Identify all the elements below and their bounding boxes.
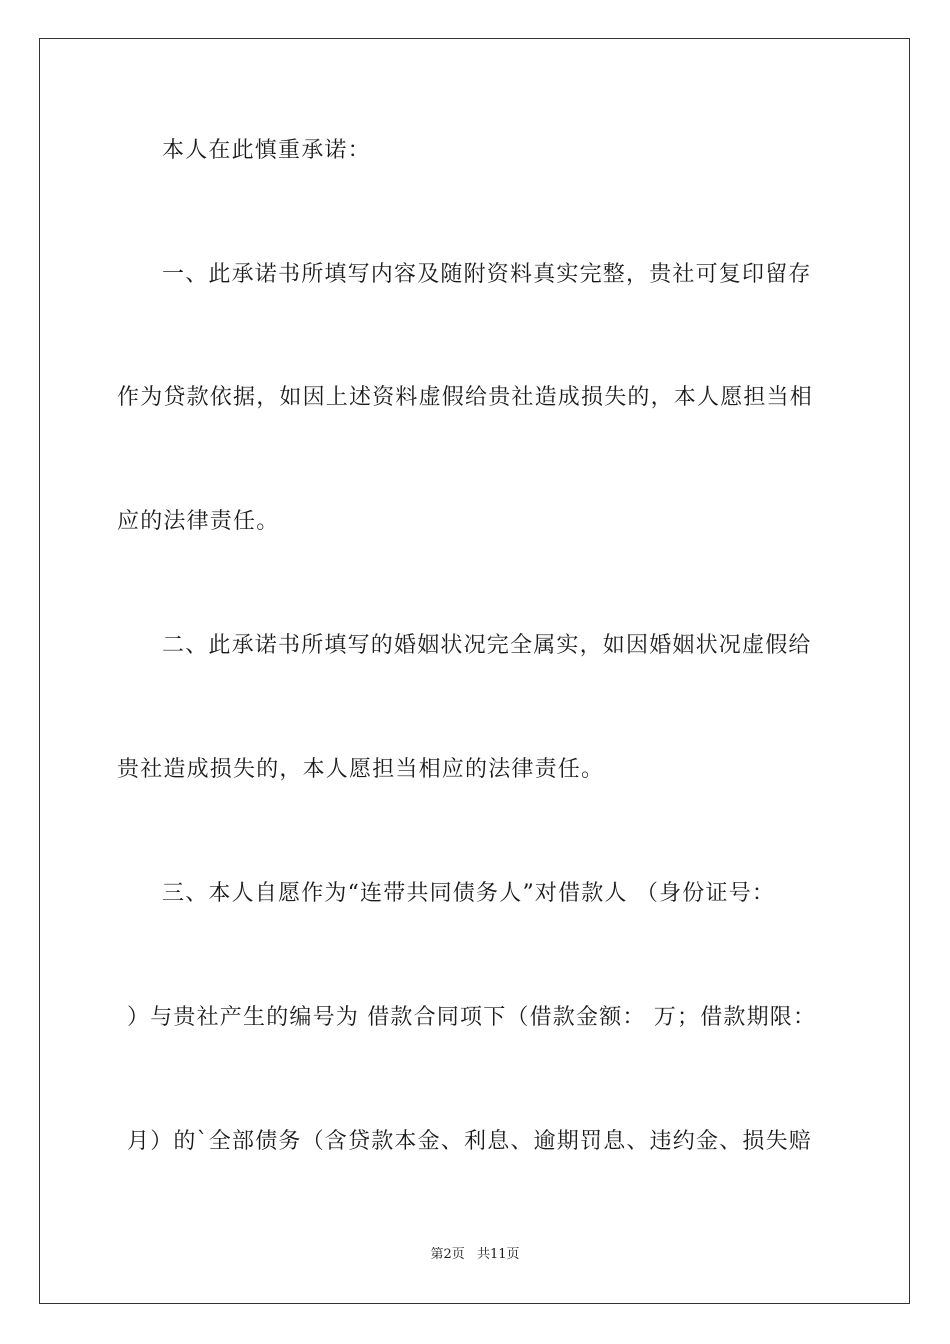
text-line: 一、此承诺书所填写内容及随附资料真实完整，贵社可复印留存 — [162, 262, 812, 287]
page-number: 第2页 — [430, 1247, 465, 1262]
page-border — [39, 38, 910, 1304]
text-line: 二、此承诺书所填写的婚姻状况完全属实，如因婚姻状况虚假给 — [162, 633, 812, 658]
text-line: 应的法律责任。 — [117, 509, 280, 534]
page-footer — [0, 1246, 950, 1264]
text-line: 贵社造成损失的，本人愿担当相应的法律责任。 — [117, 757, 605, 782]
page-total: 共11页 — [476, 1247, 520, 1262]
text-line: 本人在此慎重承诺： — [162, 138, 371, 163]
text-line: 月）的`全部债务（含贷款本金、利息、逾期罚息、违约金、损失赔 — [127, 1129, 813, 1154]
text-line: ）与贵社产生的编号为 借款合同项下（借款金额： 万；借款期限： — [127, 1005, 817, 1030]
text-line: 三、本人自愿作为“连带共同债务人”对借款人 （身份证号： — [162, 881, 776, 906]
text-line: 作为贷款依据，如因上述资料虚假给贵社造成损失的，本人愿担当相 — [117, 385, 814, 410]
